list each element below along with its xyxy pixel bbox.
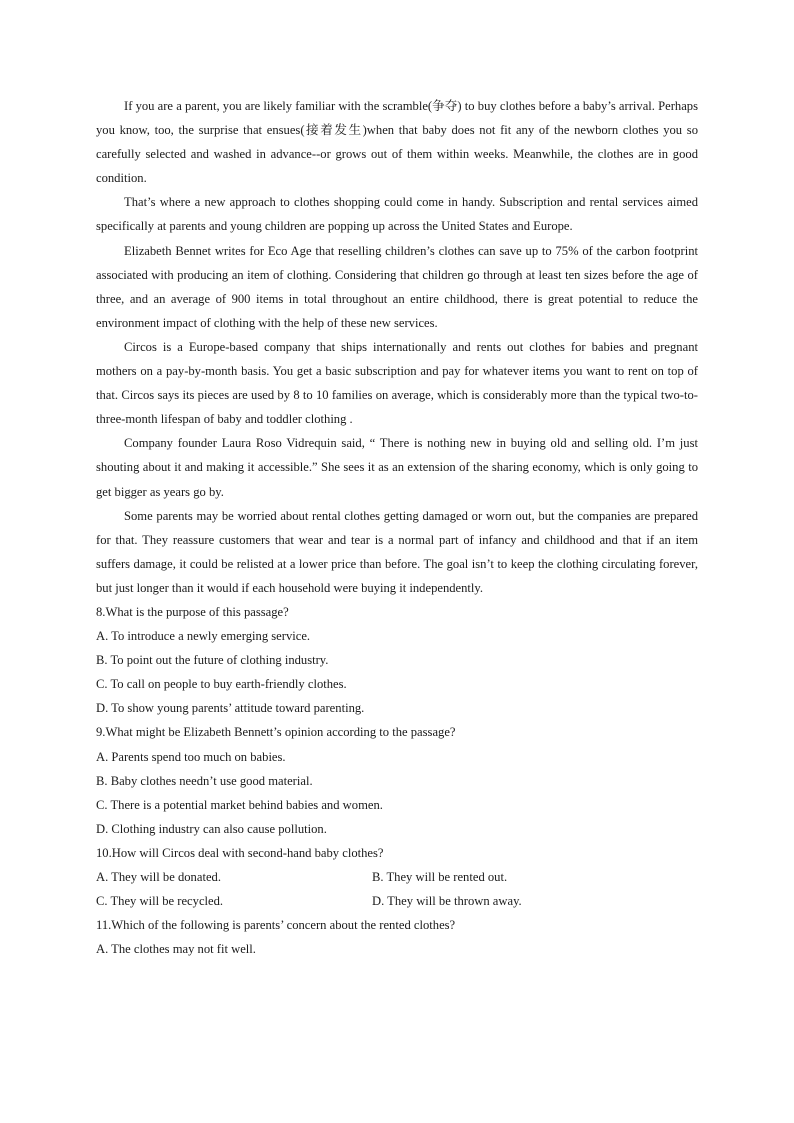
option-a: A. They will be donated. — [96, 870, 221, 884]
option-b: B. To point out the future of clothing industry. — [96, 653, 329, 668]
passage-paragraph-6: Some parents may be worried about rental clothes getting damaged or worn out, but the companies are prepared for that. They reassure customers that wear and tear is a normal part of infancy and childhood and that if an item suffers damage, it could be relisted at a lower price than before. The goal isn’t to keep the clothing circulating forever, but just longer than it would if each household were buying it independently. — [96, 508, 698, 595]
question-11 — [96, 913, 698, 961]
question-9 — [96, 720, 698, 840]
option-d: D. They will be thrown away. — [372, 894, 522, 909]
option-b: B. Baby clothes needn’t use good material. — [96, 773, 313, 788]
question-8 — [96, 600, 698, 720]
option-c: C. There is a potential market behind babies and women. — [96, 797, 383, 812]
options-row-2 — [96, 889, 698, 913]
option-d: D. Clothing industry can also cause pollution. — [96, 821, 327, 836]
options-row-1 — [96, 865, 698, 889]
option-c: C. To call on people to buy earth-friendly clothes. — [96, 677, 347, 692]
option-d: D. To show young parents’ attitude toward parenting. — [96, 701, 365, 716]
question-10 — [96, 841, 698, 913]
option-c: C. They will be recycled. — [96, 894, 224, 909]
option-b: B. They will be rented out. — [372, 870, 508, 884]
question-stem: 10.How will Circos deal with second-hand baby clothes? — [96, 845, 384, 860]
passage-paragraph-5: Company founder Laura Roso Vidrequin said, “ There is nothing new in buying old and selling old. I’m just shouting about it and making it accessible.” She sees it as an extension of the sharing economy, which is only going to get bigger as years go by. — [96, 436, 698, 499]
passage-paragraph-2: That’s where a new approach to clothes shopping could come in handy. Subscription and rental services aimed specifically at parents and young children are popping up across the United States and Europe. — [96, 195, 698, 234]
question-stem: 8.What is the purpose of this passage? — [96, 604, 289, 619]
option-a: A. The clothes may not fit well. — [96, 942, 256, 957]
passage-paragraph-1: If you are a parent, you are likely familiar with the scramble(争夺) to buy clothes before a baby’s arrival. Perhaps you know, too, the surprise that ensues(接着发生)when that baby does not fit any of the newborn clothes you so carefully selected and washed in advance--or grows out of them within weeks. Meanwhile, the clothes are in good condition. — [96, 99, 698, 186]
document-page — [96, 94, 698, 961]
question-stem: 11.Which of the following is parents’ concern about the rented clothes? — [96, 918, 456, 933]
passage-paragraph-4: Circos is a Europe-based company that ships internationally and rents out clothes for babies and pregnant mothers on a pay-by-month basis. You get a basic subscription and pay for whatever items you want to rent on top of that. Circos says its pieces are used by 8 to 10 families on average, which is considerably more than the typical two-to-three-month lifespan of baby and toddler clothing . — [96, 339, 698, 427]
option-a: A. To introduce a newly emerging service. — [96, 629, 311, 644]
passage-paragraph-3: Elizabeth Bennet writes for Eco Age that reselling children’s clothes can save up to 75% of the carbon footprint associated with producing an item of clothing. Considering that children go through at least ten sizes before the age of three, and an average of 900 items in total throughout an entire childhood, there is great potential to reduce the environment impact of clothing with the help of these new services. — [96, 243, 698, 330]
option-a: A. Parents spend too much on babies. — [96, 749, 286, 764]
question-stem: 9.What might be Elizabeth Bennett’s opinion according to the passage? — [96, 725, 456, 740]
